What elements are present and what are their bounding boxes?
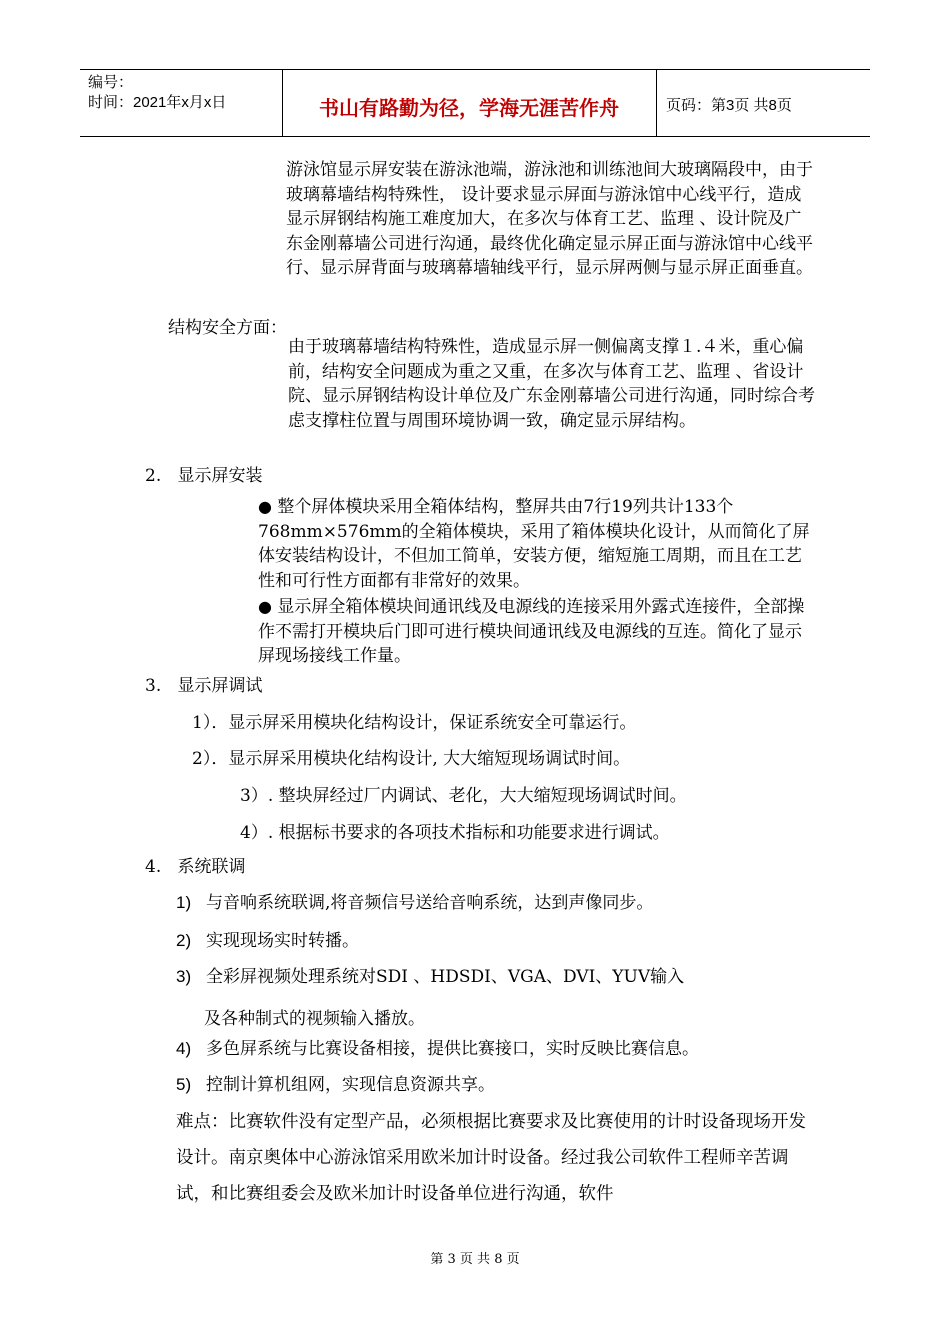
safety-heading: 结构安全方面： (168, 318, 287, 338)
joint-item-number: 1) (176, 893, 192, 912)
debug-item-3: 3）. 整块屏经过厂内调试、老化，大大缩短现场调试时间。 (240, 786, 687, 806)
bullet-item-1 (258, 495, 818, 593)
bullet-text-1: 整个屏体模块采用全箱体结构，整屏共由7行19列共计133个768mm×576mm的全箱体模块，采用了箱体模块化设计，从而简化了屏体安装结构设计，不但加工简单，安装方便，缩短施工周期，而且在工艺性和可行性方面都有非常好的效果。 (258, 497, 810, 591)
section2-number: 2. (145, 466, 162, 486)
section2-heading (145, 461, 262, 486)
joint-item-3 (176, 962, 684, 987)
bullet-dot-icon: ● (258, 597, 272, 616)
joint-item-text: 控制计算机组网，实现信息资源共享。 (206, 1075, 495, 1095)
debug-item-1: 1）．显示屏采用模块化结构设计，保证系统安全可靠运行。 (192, 713, 637, 733)
joint-item-text: 多色屏系统与比赛设备相接，提供比赛接口，实时反映比赛信息。 (206, 1039, 699, 1059)
joint-item-number: 5) (176, 1075, 192, 1094)
section3-number: 3. (145, 676, 162, 696)
date-line: 时间：2021年x月x日 (88, 94, 227, 111)
joint-item-1 (176, 888, 653, 913)
section2-title: 显示屏安装 (177, 466, 263, 486)
joint-item-number: 4) (176, 1039, 192, 1058)
section4-heading (145, 852, 245, 877)
section4-number: 4. (145, 857, 162, 877)
safety-paragraph: 由于玻璃幕墙结构特殊性，造成显示屏一侧偏离支撑１.４米，重心偏前，结构安全问题成为重之又重，在多次与体育工艺、监理 、省设计院、显示屏钢结构设计单位及广东金刚幕墙公司进行沟通，同时综合考虑支撑柱位置与周围环境协调一致，确定显示屏结构。 (288, 337, 815, 431)
joint-item-text: 实现现场实时转播。 (206, 931, 359, 951)
joint-item-text: 与音响系统联调,将音频信号送给音响系统，达到声像同步。 (206, 893, 654, 913)
bullet-dot-icon: ● (258, 497, 272, 516)
joint-item-number: 2) (176, 931, 192, 950)
joint-item-number: 3) (176, 967, 192, 986)
difficulty-paragraph: 难点：比赛软件没有定型产品，必须根据比赛要求及比赛使用的计时设备现场开发设计。南京奥体中心游泳馆采用欧米加计时设备。经过我公司软件工程师辛苦调试，和比赛组委会及欧米加计时设备单位进行沟通，软件 (176, 1112, 806, 1204)
debug-item-4: 4）. 根据标书要求的各项技术指标和功能要求进行调试。 (240, 823, 670, 843)
joint-item-text: 全彩屏视频处理系统对SDI 、HDSDI、VGA、DVI、YUV输入 (206, 967, 685, 987)
section3-title: 显示屏调试 (177, 676, 263, 696)
number-label: 编号： (88, 74, 134, 91)
joint-item-2 (176, 926, 359, 951)
joint-item-4 (176, 1034, 699, 1059)
section3-heading (145, 671, 262, 696)
joint-item-5 (176, 1070, 495, 1095)
header-divider (282, 70, 283, 136)
header-left-cell (88, 73, 278, 113)
page-footer: 第 3 页 共 8 页 (430, 1252, 520, 1267)
bullet-item-2 (258, 595, 818, 669)
joint-item-3-continuation: 及各种制式的视频输入播放。 (204, 1009, 425, 1029)
header-table (80, 69, 870, 137)
header-divider (656, 70, 657, 136)
display-paragraph: 游泳馆显示屏安装在游泳池端，游泳池和训练池间大玻璃隔段中，由于玻璃幕墙结构特殊性， 设计要求显示屏面与游泳馆中心线平行，造成显示屏钢结构施工难度加大，在多次与体育工艺、监理 、设计院及广东金刚幕墙公司进行沟通，最终优化确定显示屏正面与游泳馆中心线平行、显示屏背面与玻璃幕墙轴线平行，显示屏两侧与显示屏正面垂直。 (286, 160, 813, 278)
section4-title: 系统联调 (177, 857, 246, 877)
header-motto: 书山有路勤为径，学海无涯苦作舟 (319, 96, 619, 120)
debug-item-2: 2）．显示屏采用模块化结构设计, 大大缩短现场调试时间。 (192, 749, 631, 769)
bullet-text-2: 显示屏全箱体模块间通讯线及电源线的连接采用外露式连接件，全部操作不需打开模块后门即可进行模块间通讯线及电源线的互连。简化了显示屏现场接线工作量。 (258, 597, 805, 666)
header-page-info: 页码：第3页 共8页 (666, 97, 792, 114)
